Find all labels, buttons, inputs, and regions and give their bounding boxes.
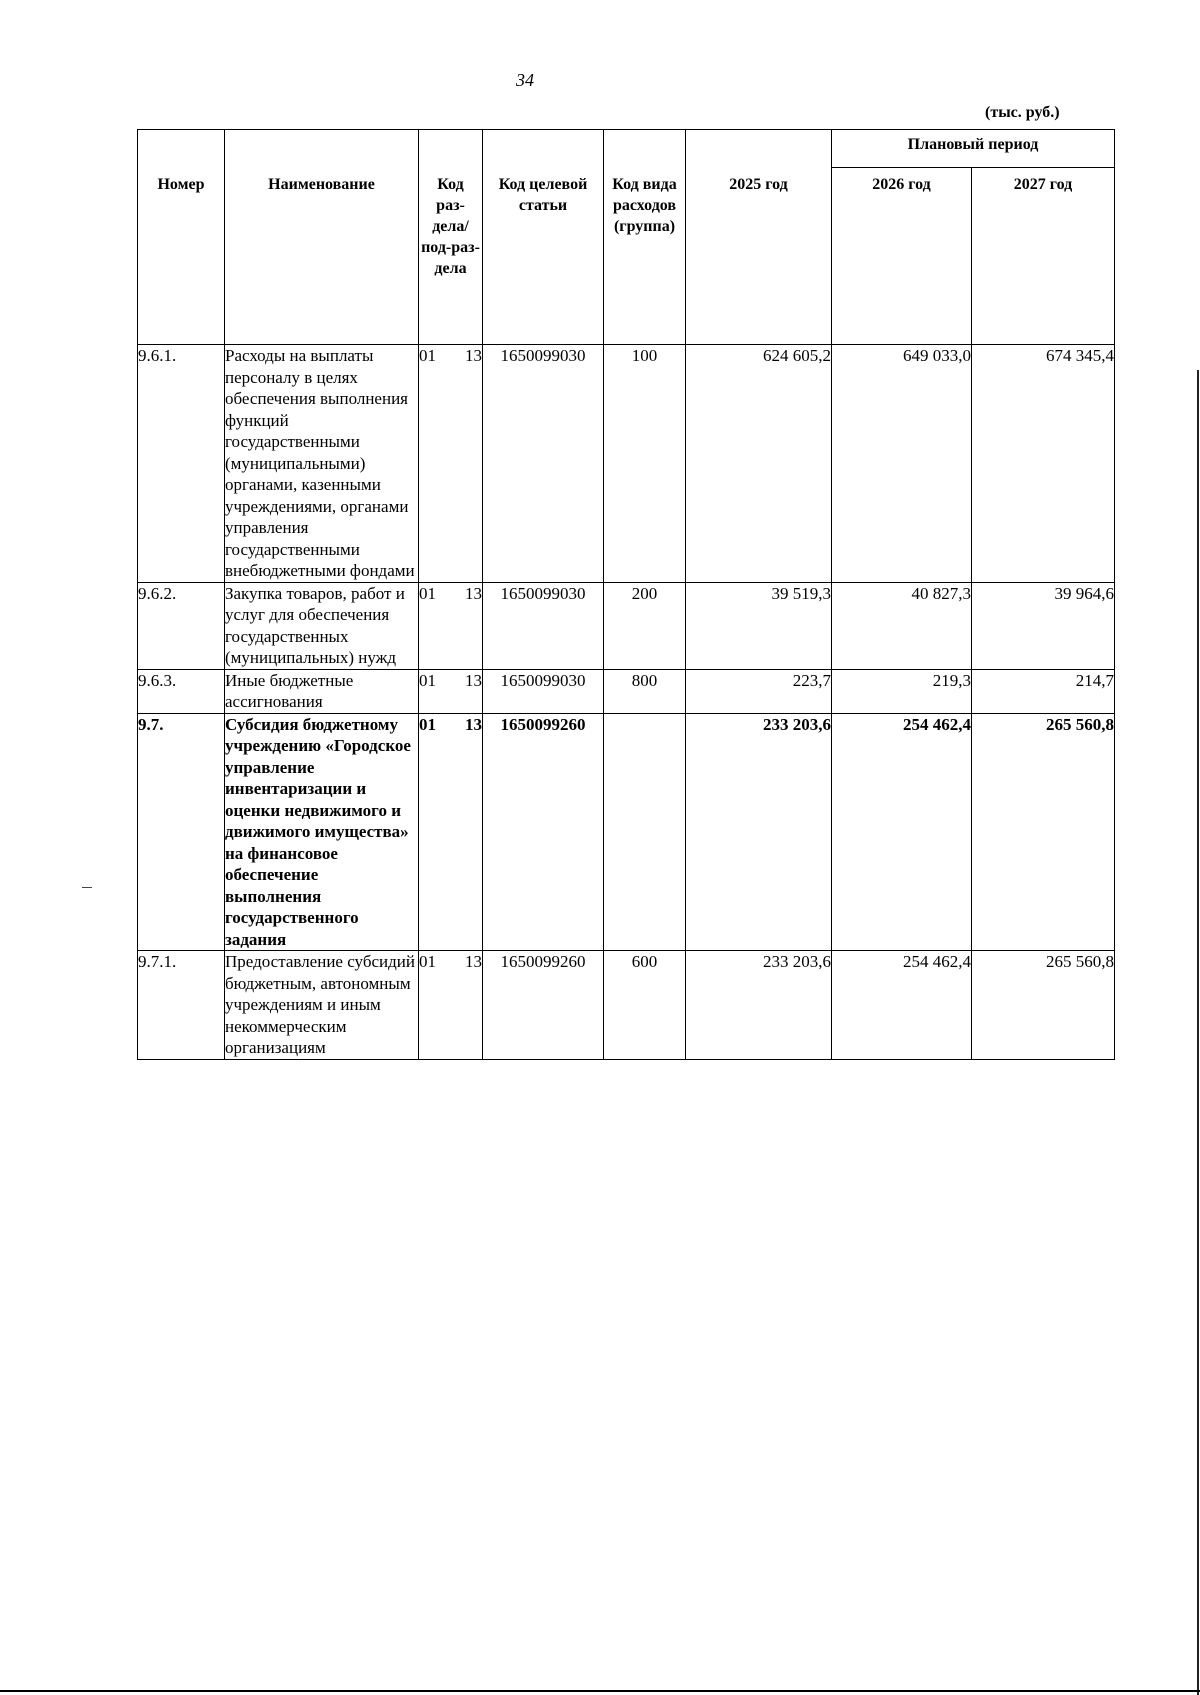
row-amount-2025: 233 203,6 [686, 951, 832, 1060]
scan-mark [82, 887, 92, 888]
row-section-code: 01 13 [419, 669, 483, 713]
row-section-code: 01 13 [419, 951, 483, 1060]
header-year-2027: 2027 год [972, 168, 1115, 345]
header-section-code: Код раз-дела/ под-раз-дела [419, 130, 483, 345]
header-expense-type: Код вида расходов (группа) [604, 130, 686, 345]
row-amount-2026: 254 462,4 [832, 951, 972, 1060]
row-amount-2026: 254 462,4 [832, 713, 972, 951]
row-expense-type: 200 [604, 582, 686, 669]
row-target-code: 1650099030 [483, 582, 604, 669]
table-row [138, 345, 1115, 583]
budget-table [137, 129, 1115, 1060]
row-number: 9.6.1. [138, 345, 225, 583]
row-number: 9.6.2. [138, 582, 225, 669]
row-target-code: 1650099260 [483, 951, 604, 1060]
row-target-code: 1650099260 [483, 713, 604, 951]
row-name: Расходы на выплаты персоналу в целях обеспечения выполнения функций государственными (муниципальными) органами, казенными учреждениями, органами управления государственными внебюджетными фондами [225, 345, 419, 583]
header-planned-period: Плановый период [832, 130, 1115, 168]
row-amount-2027: 265 560,8 [972, 951, 1115, 1060]
scan-edge-right [1197, 370, 1199, 1695]
page-number: 34 [516, 70, 534, 90]
table-row [138, 669, 1115, 713]
row-expense-type: 600 [604, 951, 686, 1060]
row-amount-2025: 223,7 [686, 669, 832, 713]
row-amount-2027: 674 345,4 [972, 345, 1115, 583]
row-number: 9.6.3. [138, 669, 225, 713]
row-expense-type: 100 [604, 345, 686, 583]
table-row [138, 582, 1115, 669]
header-year-2025: 2025 год [686, 130, 832, 345]
row-target-code: 1650099030 [483, 669, 604, 713]
row-amount-2026: 219,3 [832, 669, 972, 713]
table-row [138, 951, 1115, 1060]
header-name: Наименование [225, 130, 419, 345]
row-section-code: 01 13 [419, 713, 483, 951]
row-target-code: 1650099030 [483, 345, 604, 583]
row-number: 9.7. [138, 713, 225, 951]
row-name: Закупка товаров, работ и услуг для обеспечения государственных (муниципальных) нужд [225, 582, 419, 669]
row-amount-2027: 39 964,6 [972, 582, 1115, 669]
header-target-code: Код целевой статьи [483, 130, 604, 345]
header-year-2026: 2026 год [832, 168, 972, 345]
row-amount-2027: 265 560,8 [972, 713, 1115, 951]
units-label: (тыс. руб.) [985, 104, 1060, 121]
row-amount-2025: 624 605,2 [686, 345, 832, 583]
table-row [138, 713, 1115, 951]
row-section-code: 01 13 [419, 345, 483, 583]
row-name: Субсидия бюджетному учреждению «Городское управление инвентаризации и оценки недвижимого и движимого имущества» на финансовое обеспечение выполнения государственного задания [225, 713, 419, 951]
row-section-code: 01 13 [419, 582, 483, 669]
row-expense-type [604, 713, 686, 951]
row-name: Предоставление субсидий бюджетным, автономным учреждениям и иным некоммерческим организациям [225, 951, 419, 1060]
row-number: 9.7.1. [138, 951, 225, 1060]
scan-edge-bottom [0, 1690, 1200, 1692]
header-number: Номер [138, 130, 225, 345]
row-expense-type: 800 [604, 669, 686, 713]
row-name: Иные бюджетные ассигнования [225, 669, 419, 713]
row-amount-2025: 39 519,3 [686, 582, 832, 669]
row-amount-2026: 40 827,3 [832, 582, 972, 669]
row-amount-2025: 233 203,6 [686, 713, 832, 951]
row-amount-2026: 649 033,0 [832, 345, 972, 583]
row-amount-2027: 214,7 [972, 669, 1115, 713]
